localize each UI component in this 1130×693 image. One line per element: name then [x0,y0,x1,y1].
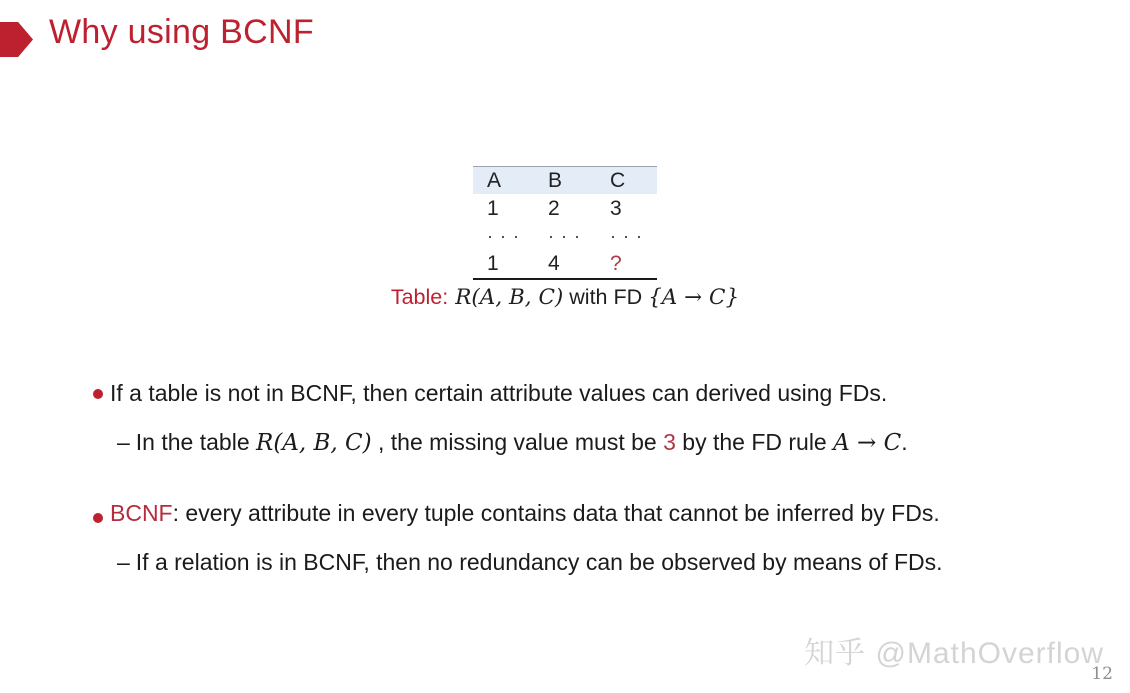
table-cell: · · · [548,225,581,246]
caption-label: Table: [390,285,449,309]
table-cell: · · · [610,225,643,246]
title-arrow-icon [0,22,33,57]
table-header-row [473,167,657,194]
sub-bullet-2-text: If a relation is in BCNF, then no redundancy can be observed by means of FDs. [135,549,943,575]
sub-bullet-1 [117,429,908,458]
bullet-icon [93,389,103,399]
bullet-2-text: : every attribute in every tuple contains data that cannot be inferred by FDs. [172,500,940,526]
sub-bullet-1-text: by the FD rule [675,429,834,455]
table-cell: 3 [610,196,622,220]
sub-bullet-1-text: In the table [135,429,256,455]
sub-bullet-1-text: , the missing value must be [371,429,664,455]
bullet-1-text: If a table is not in BCNF, then certain attribute values can derived using FDs. [110,380,888,406]
fd-rule-math: A → C [833,430,902,456]
table-cell: 1 [487,251,499,275]
table-cell: 2 [548,196,560,220]
table-row [473,249,657,278]
table-caption [0,285,1130,311]
table-header-cell: C [610,168,626,192]
bcnf-term-highlight: BCNF [110,500,173,526]
table-cell: · · · [487,225,520,246]
page-number: 12 [1091,664,1113,684]
watermark: 知乎 @MathOverflow [804,637,1104,670]
table-row [473,194,657,223]
sub-bullet-2 [117,549,943,577]
caption-text: with FD [563,285,649,309]
dash-marker: – [117,549,130,575]
caption-fd-math: {A → C} [648,285,740,310]
table-header-cell: B [548,168,563,192]
table-row-ellipsis [473,223,657,249]
missing-value-highlight: 3 [663,429,676,455]
table-cell: 1 [487,196,499,220]
sub-bullet-1-text: . [901,429,908,455]
bullet-item-2 [110,500,940,528]
relation-table [473,166,657,280]
bullet-icon [93,513,103,523]
relation-math: R(A, B, C) [256,430,372,456]
dash-marker: – [117,429,130,455]
table-header-cell: A [487,168,502,192]
missing-value-cell: ? [610,251,622,275]
bullet-item-1 [110,380,887,408]
caption-relation-math: R(A, B, C) [455,285,564,310]
page-title: Why using BCNF [49,13,314,51]
table-cell: 4 [548,251,560,275]
table-bottom-rule [473,278,657,280]
